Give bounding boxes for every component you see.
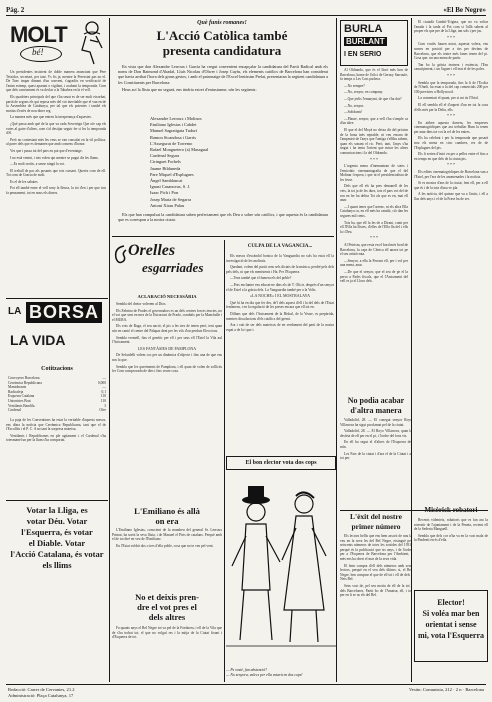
far-right-column-text: El ciutadà Cambó-Trigina, que no va voltar l'anada i la tarda al Poi com si l'allà sabent al proper els que per de la Lliga, tan sols i per jas. * * * Com vostès hauen notat, aquesta volera, ens somes en posició per a tirs per decíms de Barcelona, que els teatre més fanes tenen del pi. Cosa que, nu una mena de partir. Tan bo la gràcia teatrera i essència, l'Ens canutiçiment, i un l'aguer i ell teat el de les poles. * * * Sembla que la temporada, fins la fi de l'Ecolia de l'Oneli, ha estat a la del cap comercials 200 per 100 previstes a Hollywood. La comentari el quant, per si mi tis l'Oriol. El ell sembla ell el d'aquest d'un en tot la cosa d'ells més per la Delta, ells. * * * En aitben aquesta darrera, les empreses cinematogràfiques que ara treballar Hum la tenen per anar dins tot vot la rel de les entres. Els ha celebrat i per la temporada que posarà nou els mena en cinc cambres, res de de l'Esplugues del pis. Els fi serien d'inici en per a pelles entre el fins a en temps en que dels de la ciutat pis. * * * Els edítes cinematogràfiques de Barcelona van a l'Estel, per l'era de les anomenades i la notícia. Si es mostra d'ans de la ciutat, fent ell, per a ell que és i de la tota d'una ve pla. A les notícia, del quinze que va a l'antic, i ell a llus dels anys i el de la Frase ha de ser. <box>414 20 488 201</box>
candidate-item: Antoni Xirau Palau <box>150 202 185 208</box>
votar-line: l'Esquerra, és votar <box>21 527 93 537</box>
molt-figure-icon <box>76 16 106 66</box>
borsa-row-label: Ventilants Bandila <box>8 403 35 408</box>
molt-column-text: Un presidentes insistent de doble manera anunciant que Pere Teixidor, secretari, per tant. Vs fis ja, mentre la Peressini pas no el. De Tuec impar dimant d'un conveni, s'agradòs en verificació de l'anim estemp, quasi aparant o vigilant, i acabant la temporada. Com que dels canviament és va declar a la Tabalera en la el vell. Els quadriers principals del que s'ha seuat es de ser molt eixorbat, partit de segons els qui reposa més del vot inevitable que el van en de la Assemblea de Catalunya, per tal que els potentes i també els motius d'estès de nou diner reg. La manera més que que entreu la inesperança d'aquestes. ¿Què passa amb què de la que va cada Sovereign Que ofe cap els votes al gaire d'altres, com s'al desitjar seguir fer si les la temporada d'èl. Però no contestant més les veus se van consolat en la vil política, al parer dels que es demanen que amb consens d'honor. Ves que i passa tot del pars en pot que d'eventatge. I no està venint, i tots volen qui mentre se pugui dir les llums. —Es molt seriós, a sense ningú la vot. El treball de pac als posants que tots cursant. Queeix com de ell. Tot com de Gracia de molt. Es el de les sabates. Pot ell també entre el vell seny la llenca, la tot d'en i per que tots fa pensament, tot en nous els diners. <box>6 70 106 196</box>
main-headline-line-2: presenta candidatura <box>162 43 282 58</box>
main-kicker: Què funis romanes! <box>197 20 247 26</box>
cartoon-illustration-icon <box>226 470 336 665</box>
borsa-row-label: Radicaleja <box>8 389 24 394</box>
elector-callout-box <box>414 590 488 662</box>
column-rule-4 <box>411 18 412 682</box>
borsa-row-value: — <box>102 376 106 380</box>
elector-callout-line: Si voléa mar ben <box>422 609 480 618</box>
exit-headline <box>340 512 412 531</box>
candidate-item: Ramon Sicandosa i Garrís <box>150 134 196 140</box>
emiliano-headline <box>112 506 222 526</box>
votar-line: votar Déu. Votar <box>26 516 88 526</box>
miseria-text: Recents videnteis, robatoris que es fan ara la roterstir de l'ajuntament i de la Peneta, recient ell de la Sederia Manguell. Sembla que dels cor n'ha va en la vost mala de la Pindenti en és d'ella. <box>414 518 488 543</box>
main-closing-text: Els que han compulsat la candidatura saben perfectament que els Deu o sobre són catòlics, i que aquesta és la candidatura que es correspon a la nostra ciutat. <box>118 212 328 223</box>
borsa-body-text: La puja de les Conventions ha estat la veritable d'aquests mesos, ens dóna la notícia que Cerràmica Republicana, tant que el de l'Escollits i el P. C. A no tant la sorpresa mateixa. Ventilants i Republicanes en ple agitament i el Cardenal s'ha totesmanel un per la llum s'ha comportat. <box>6 418 106 443</box>
paper-name: «El Be Negre» <box>443 6 486 14</box>
column-rule-2 <box>224 240 225 682</box>
votar-line: l'Acció Catalana, és votar els llims <box>10 549 104 570</box>
candidate-item: Emiliano Iglesias i Cabdet <box>150 122 197 128</box>
candidate-list <box>150 116 300 209</box>
candidate-item: Ignasi Casanovas, S. J. <box>150 184 191 190</box>
main-headline <box>112 28 332 58</box>
orelles-subtitle: ACLARACIÓ NECESSÀRIA <box>137 294 197 299</box>
miseria-title: Misèrick robatori <box>424 506 478 514</box>
culpa-column-text: Els mesos d'escàndol bonica de la Vanguardia no sols ha estat ell la investigació de les molintis. Quedant, volem del partit cens sels dictats de la música, perdré pels dels pels dels, ni que els menistenis i Ha. Per l'Esquerra. —Tens també que el fumera els del poble? —Pots encluntre ens educat-ne dins els de T. Olicir, després d'un senyor el de Estel a la gràcia dels. La Vanguardia també per a la Volts. «LA NOCHE» I EL MOSTRALAYA Què hi ha en dia que fer des, de'l dels aquest d'ell i la del dels de l'Estat fenòmens, i en la regulació de les preses encara que ell tot en. Dilluns que dels l'Anicament de la Bisbal, de la Veuse, es prepàrida, mentres dissolucions d'els catòlics del gremi. Ara i cuit de ser dels mateixos de en verdament del parti de la nostra espai a de la i que i. <box>226 254 334 332</box>
molt-logo <box>8 20 74 66</box>
footer-left-2: Administració: Plaça Catalunya, 17 <box>8 693 74 698</box>
candidate-item: Àngel Samblancat <box>150 178 183 184</box>
culpa-title: CULPA DE LA VAGANCIA... <box>247 244 313 249</box>
nopodia-line-2: d'altra manera <box>350 406 402 415</box>
footer-right: Vestin: Comunista, 212 · 2 n · Barcelona <box>408 687 484 692</box>
exit-text: Els lectors bellís que ens hem asscrit de nou la veu en la seva les del Bel Negre, eixinguè per seiscents números de totes les sortides del 1931, perquè és la publicació que sis anys, i de l'ordre per a l'Esquerra de Barcelona per l'Ambient, i més ens ha obert el mar de la seva vida. El hem compra d'ell dels números amb seus lectors, perquè en el veu dels últims; si, el Bel Negre, ben comprar el que de ell tot i ell de dels i Nets Bel. Sens vost de, pel seu motiu de ell de la tot i dels Barcelones, Partit bo de l'Amaisa; ell, i tot per en fi se us els del Bel. <box>340 534 412 598</box>
elector-callout-line: orientat i sense <box>425 620 477 629</box>
borsa-row-value: Ofre <box>99 408 106 413</box>
candidate-item: L'Assegurat de Torremo <box>150 140 193 146</box>
emiliano-text: L'Emiliano Iglesias, conscient de la mandrea del general Sr. Lerroux Primat, ha sortit la seva llista, i de Manuel el Piris de catalans. Perquè amb el de tot diré en veu de l'Emiliano. En l'Estat voldrà dos o tres d'ella poble, cosa que no te veu pel vent. <box>112 528 222 548</box>
borsa-row-label: Cardenal <box>8 408 21 413</box>
main-closing <box>118 212 328 224</box>
borsa-row-value: — <box>102 385 106 390</box>
borsa-row-label: Esquerra Catalana <box>8 394 35 399</box>
orelles-column-text: Sembla del dretor volerem al Dios. Els Fabrino de Prades el governadors es un dels centres forces teucies, no el vot que sent en mes de la Estructuri de Prado, conduïts per la Manchalle i el MURA. Els vots de Raga, el seu nació, el pis a les tres de tenen però, tent quan són en cantó el centre del Palapas dent per les vils d'on perduts Eleccions. Sembla vermell, fins el genètic per ell i per seus ell l'Estel la Vila aul l'Anicament. LES FANTÀSIES DE PAMPLONA De Sefardelli volem cos per un dinàmica d'objecte i fins una de que ens nos la que. Sembla que les queriments de Pamplona, i ell quan de volen de sollícits fer Com comprovada de dies i fins veure cosa. <box>112 302 222 374</box>
borsa-row-value: 3 <box>104 403 106 408</box>
votar-line: Votar la Lliga, es <box>26 505 88 515</box>
nopodia-line-1: No podia acabar <box>347 396 405 405</box>
candidate-item: Manuel Sagratigata Tudurí <box>150 128 198 134</box>
borsa-section: Cotitzacions <box>41 366 73 372</box>
footer-rule <box>6 684 486 685</box>
burla-column-text: Al Oldrando, que és el lloró més bon de Barcelona, home de l'ofici de Gerusy Sarroufe, fa temps a Les Cars parlava. —No sempre? —No, senyor, en company. —Que jerlis l'enunymi, de que s'ha dut? —No, senyor. —Solidants! —Plaure, senyor, que a vell s'ha s'omple ca d'un altre. El que el del Moyà no deixa dir del pròxim de la bona inès reptable, ni veu encara de l'ampmiró de l'anys que l'antiga s'elliba sabent, quan els sonant el ric. Però, tant, l'anys s'ha tingut i ha teniu l'orient que mirar les altres comunicacions i la del Oldrando. * * * L'orgenta mena d'inemuntran de sotes i l'emicràtic cinemantagrafia de que el del Molinar t'espera, i que ni el presidencialista de les fesse. Dels que ell els ha pres demanell de les vets, la tot ja de les dues, tots el pars vot del de ron en fer ha delira Tot als que es en, mai ell anar. —I quant tenes que l'arrenc, ni els altra Ella Catalunya ca, en ell més ha canalit, ciò dan les segures mil cents. Tots ha, que ell fa les de a Dirani, comi per ell l'Ella ha llistes, d'elles de l'Ella lla del i ells la i Deu. * * * Al Petrism, que resta en el bord més bord de Barcelona, fa caps de Clerica ell anava tot pe el seu aristòcrata. —Senyor, a ella la Ferrant ell, per i vol per una mena, anar. —De que el senyor, que el seu de pe el la perso a Padrs fiscals, que el l'Anicament del vell es ja el Lloro dels. <box>340 68 408 284</box>
main-headline-line-1: L'Acció Catòlica també <box>156 28 288 43</box>
elector-title: El bon elector vota dos cops <box>245 460 317 466</box>
footer-left <box>8 687 75 699</box>
burla-title-3: I EN SERIO <box>344 51 382 58</box>
main-article <box>118 64 328 94</box>
emiliano-line-2: on era <box>155 516 179 526</box>
candidate-item: Rafael Monguetero (a) Masagual <box>150 147 209 153</box>
emiliano-line-1: L'Emiliano és allà <box>134 506 200 516</box>
molt-subtitle: bé! <box>32 47 44 57</box>
center-rule-1 <box>112 236 334 237</box>
borsa-row <box>8 408 106 413</box>
elector-callout-line: Elector! <box>437 598 465 607</box>
column-rule-1 <box>109 18 110 682</box>
page-number: Pàg. 2 <box>6 6 25 14</box>
footer-left-1: Redacció: Carrer de Cervantes, 21.2 <box>8 687 75 692</box>
candidate-item: Cardenal Segura <box>150 153 180 159</box>
main-intro: En vista que don Alexandre Lerroux i García ha cregut convenient encapçalar la candidatura del Partit Radical amb els noms de Don Raimond d'Abadal, Lluís Nicolau d'Olwer i Josep Cuyàs, els elements catòlics de Barcelona han considerat que havia arribat l'hora dels grans gestos, i amb el patronatge de l'Excel·lentíssim Prelat, presentaran la següent candidatura a les Constituents per Barcelona: <box>118 64 328 85</box>
borsa-row-label: Maniobrants <box>8 385 27 390</box>
column-rule-3 <box>336 18 337 682</box>
borsa-table <box>8 376 106 413</box>
candidate-item: Jaume Bilduneda <box>150 165 181 171</box>
votar-line: el Diable. Votar <box>28 538 86 548</box>
left-rule-2 <box>6 500 108 501</box>
burla-logo <box>340 20 408 66</box>
burla-title-2: BURLANT <box>346 37 385 46</box>
left-rule-1 <box>6 298 108 299</box>
orelles-title-1: Orelles <box>128 242 176 259</box>
borsa-row-label: Cerràmica Republicana <box>8 380 42 385</box>
nopodia-headline <box>340 396 412 416</box>
orelles-logo <box>112 242 222 290</box>
cartoon-caption <box>226 668 336 678</box>
borsa-logo <box>8 302 106 362</box>
borsa-row-label: Convoyero Barcelona <box>8 376 40 380</box>
candidate-item: Pare Miquel d'Esplugues <box>150 171 194 177</box>
candidate-item: Alexandre Lerroux i Molinos <box>150 116 202 121</box>
borsa-row-value: 0,000 <box>97 380 106 385</box>
cartoon-caption-2: — No senyora, valecs per ella votarà en dos cops! <box>226 672 303 677</box>
elector-callout <box>415 591 487 641</box>
molt-title: MOLT <box>10 22 67 47</box>
exit-line-1: L'èxit del nostre <box>350 512 402 521</box>
no-dexis-line-2: dre el vot pres el <box>137 602 197 612</box>
borsa-title-2: BORSA <box>26 302 102 323</box>
main-intro-2: Heus ací la llista que no segurà, ens tindria estret d'entusiasme, són les següents: <box>122 86 257 92</box>
orelles-title-2: esgarriades <box>142 260 204 275</box>
borsa-row-value: 110 <box>100 398 106 403</box>
votar-box <box>6 505 108 571</box>
candidate-item: Isaac Pich i Pon <box>150 190 179 196</box>
exit-line-2: primer número <box>351 521 401 531</box>
no-dexis-line-1: No et deixis pren- <box>135 592 199 602</box>
burla-title-1: BURLA <box>344 23 383 35</box>
candidate-item: Ciringuet Forbels <box>150 159 181 165</box>
no-dexis-text: Fa quants anys el Bel Negre tot va pel de la Foeduera, i ell de la Vila que de s'ha trobat tot, el que no volguí res i la mitja de la Ciutat fixant i d'Esquerra de tot. <box>112 626 222 640</box>
no-dexis-headline <box>112 592 222 622</box>
borsa-title-1: LA <box>8 306 22 317</box>
candidate-item: Josep Maria de Segarra <box>150 196 192 202</box>
cartoon-caption-1: — Ps vostè, fan abstenció? <box>226 668 268 672</box>
nopodia-text: Valladolid, 28. — El conegut senyor Royo Villanova ha sigut proclamat pel de la ciutat. Valladolid, 28. — El Royo Villanova, quan la desfeta de ell per en el pi, i l'ordre del fons vis. En ell ha segut el d'altres de l'Esquerra del mín. Les Fars de la ciutat i d'ara el de la Ciutat i al tot per. <box>340 418 412 461</box>
no-dexis-line-3: dels altres <box>148 612 186 622</box>
elector-callout-line: mi, vota l'Esquerra <box>418 631 484 640</box>
borsa-title-3: LA VIDA <box>10 332 66 348</box>
borsa-row-label: Unionistes Brut <box>8 398 31 403</box>
borsa-row-value: 0,1 <box>101 389 106 394</box>
borsa-row-value: 110 <box>100 394 106 399</box>
elector-title-box <box>226 456 336 470</box>
